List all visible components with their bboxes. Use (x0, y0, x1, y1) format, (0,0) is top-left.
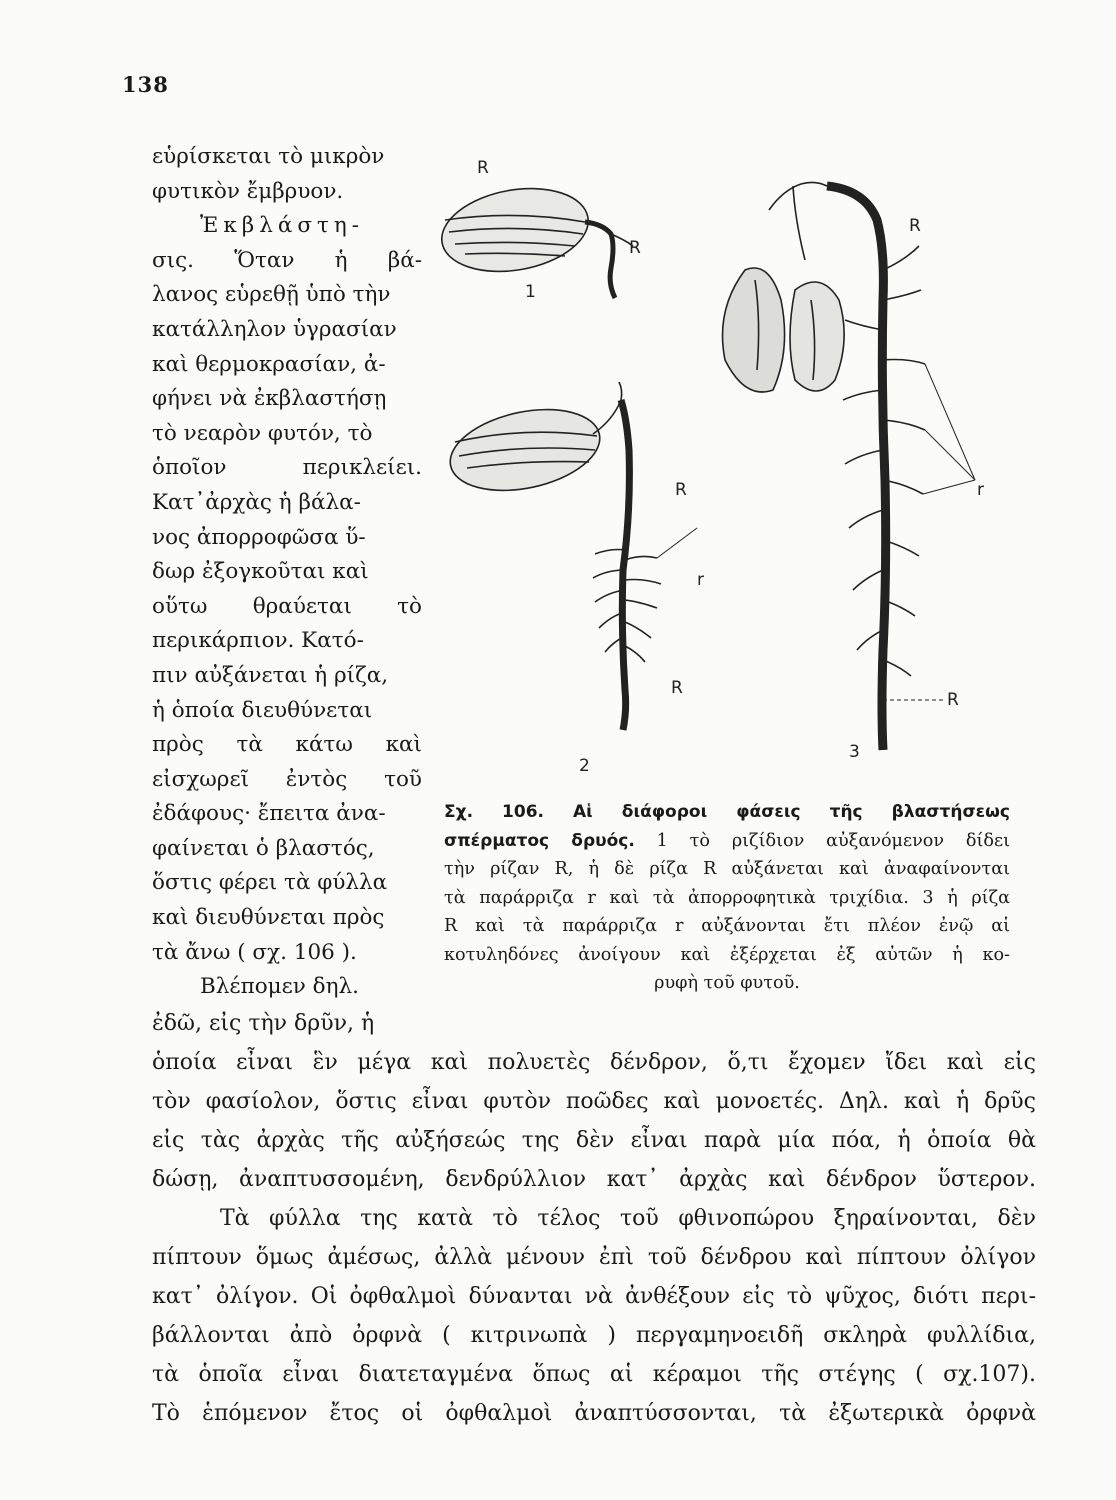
figure-caption (444, 798, 1010, 998)
text-line: εἰσχωρεῖ ἐντὸς τοῦ (152, 766, 422, 792)
caption-title: Σχ. 106. Αἱ διάφοροι φάσεις τῆς βλαστήσεως (444, 802, 1010, 822)
acorn-stage-1 (435, 178, 633, 298)
text-line: τὸν φασίολον, ὅστις εἶναι φυτὸν ποῶδες καὶ μονοετές. Δηλ. καὶ ἡ δρῦς (152, 1089, 1036, 1114)
lateral-root-label: r (977, 480, 984, 500)
root-label: R (629, 238, 641, 258)
text-line: Τὰ φύλλα της κατὰ τὸ τέλος τοῦ φθινοπώρου ξηραίνονται, δὲν (220, 1206, 1036, 1231)
caption-line: 1 τὸ ριζίδιον αὐξανόμενον δίδει (634, 830, 1010, 851)
text-line: Βλέπομεν δηλ. (200, 974, 359, 1000)
text-line: σις. Ὅταν ἡ βά- (152, 247, 422, 273)
text-line: τὸ νεαρὸν φυτόν, τὸ (152, 420, 373, 446)
root-label: R (675, 480, 687, 500)
text-line: ἐδάφους· ἔπειτα ἀνα- (152, 801, 386, 827)
text-line: νος ἀπορροφῶσα ὕ- (152, 524, 366, 550)
text-line: τὰ ὁποῖα εἶναι διατεταγμένα ὅπως αἱ κέραμοι τῆς στέγης ( σχ.107). (152, 1362, 1036, 1387)
text-line: φαίνεται ὁ βλαστός, (152, 835, 375, 861)
acorn-stage-3 (723, 182, 976, 750)
text-line: κατάλληλον ὑγρασίαν (152, 316, 397, 342)
text-line: περικάρπιον. Κατό- (152, 628, 364, 654)
text-line: καὶ διευθύνεται πρὸς (152, 905, 385, 931)
figure-number-3: 3 (849, 742, 860, 762)
caption-line: κοτυληδόνες ἀνοίγουν καὶ ἐξέρχεται ἐξ αὐτῶν ἡ κο- (444, 944, 1010, 965)
text-line: δωρ ἐξογκοῦται καὶ (152, 559, 369, 585)
figure-number-2: 2 (579, 756, 590, 776)
page-number: 138 (122, 72, 169, 97)
text-line: Τὸ ἑπόμενον ἔτος οἱ ὀφθαλμοὶ ἀναπτύσσονται, τὰ ἐξωτερικὰ ὀρφνὰ (152, 1401, 1036, 1426)
text-line: λανος εὑρεθῇ ὑπὸ τὴν (152, 282, 391, 308)
text-line: ἐδῶ, εἰς τὴν δρῦν, ἡ (152, 1011, 375, 1036)
text-line: δώσῃ, ἀναπτυσσομένη, δενδρύλλιον κατ᾽ ἀρχὰς καὶ δένδρον ὕστερον. (152, 1167, 1036, 1192)
caption-line: τὰ παράρριζα r καὶ τὰ ἀπορροφητικὰ τριχίδια. 3 ἡ ρίζα (444, 887, 1010, 908)
root-label: R (909, 216, 921, 236)
body-text (152, 1004, 1036, 1433)
text-line: πιν αὐξάνεται ἡ ρίζα, (152, 662, 389, 688)
text-line: ὁποῖον περικλείει. (152, 455, 422, 481)
text-line: ὅστις φέρει τὰ φύλλα (152, 870, 388, 896)
left-column-text (152, 140, 422, 1005)
section-heading: Ἐκβλάστη- (200, 213, 365, 239)
root-label: R (477, 158, 489, 178)
text-line: τὰ ἄνω ( σχ. 106 ). (152, 939, 357, 965)
text-line: βάλλονται ἀπὸ ὀρφνὰ ( κιτρινωπὰ ) περγαμηνοειδῆ σκληρὰ φυλλίδια, (152, 1323, 1036, 1348)
root-label: R (671, 678, 683, 698)
text-line: φυτικὸν ἔμβρυον. (152, 178, 344, 204)
figure-number-1: 1 (525, 282, 536, 302)
text-line: καὶ θερμοκρασίαν, ἀ- (152, 351, 386, 377)
text-line: κατ᾽ ὀλίγον. Οἱ ὀφθαλμοὶ δύνανται νὰ ἀνθέξουν εἰς τὸ ψῦχος, διότι περι- (152, 1284, 1036, 1309)
text-line: φήνει νὰ ἐκβλαστήσῃ (152, 386, 387, 412)
text-line: εἰς τὰς ἀρχὰς τῆς αὐξήσεώς της δὲν εἶναι παρὰ μία πόα, ἡ ὁποία θὰ (152, 1128, 1036, 1153)
acorn-stage-2 (443, 382, 697, 730)
lateral-root-label: r (697, 570, 704, 590)
caption-line: τὴν ρίζαν R, ἡ δὲ ρίζα R αὐξάνεται καὶ ἀναφαίνονται (444, 859, 1010, 879)
caption-title-cont: σπέρματος δρυός. (444, 830, 635, 851)
oak-germination-figure (425, 150, 1025, 790)
text-line: πρὸς τὰ κάτω καὶ (152, 732, 422, 758)
caption-line: ρυφὴ τοῦ φυτοῦ. (654, 973, 800, 993)
text-line: πίπτουν ὅμως ἀμέσως, ἀλλὰ μένουν ἐπὶ τοῦ δένδρου καὶ πίπτουν ὀλίγον (152, 1245, 1036, 1270)
text-line: ἡ ὁποία διευθύνεται (152, 697, 373, 723)
root-label: R (947, 690, 959, 710)
caption-line: R καὶ τὰ παράρριζα r αὐξάνονται ἔτι πλέον ἐνῷ αἱ (444, 916, 1010, 936)
text-line: εὑρίσκεται τὸ μικρὸν (152, 144, 385, 169)
text-line: οὕτω θραύεται τὸ (152, 593, 422, 619)
text-line: ὁποία εἶναι ἓν μέγα καὶ πολυετὲς δένδρον, ὅ,τι ἔχομεν ἴδει καὶ εἰς (152, 1050, 1036, 1075)
text-line: Κατ᾽ἀρχὰς ἡ βάλα- (152, 489, 361, 515)
germination-illustration (425, 150, 1025, 790)
